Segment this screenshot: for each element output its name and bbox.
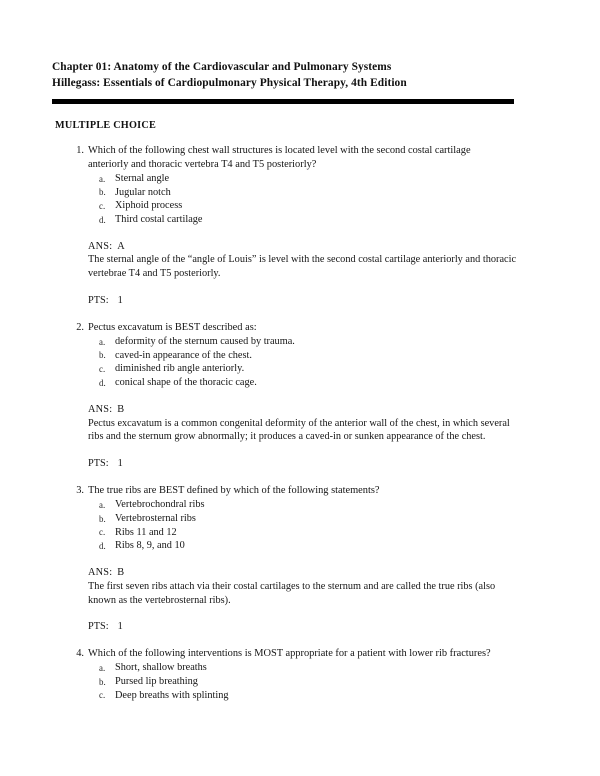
points-line [88, 457, 517, 471]
option-letter: d. [99, 214, 106, 225]
question-text: Which of the following chest wall structures is located level with the second costal cartilage anteriorly and thoracic vertebra T4 and T5 posteriorly? [88, 145, 471, 171]
header-book-title: Hillegass: Essentials of Cardiopulmonary Physical Therapy, 4th Edition [52, 76, 407, 89]
section-heading-multiple-choice: MULTIPLE CHOICE [55, 120, 157, 131]
option-text: Short, shallow breaths [115, 662, 207, 674]
points-label: PTS: [88, 458, 109, 470]
option-letter: d. [99, 377, 106, 388]
option-item[interactable] [99, 172, 530, 186]
question-block [0, 144, 600, 310]
answer-line [88, 403, 517, 417]
answer-label: ANS: [88, 566, 113, 578]
question-stem [76, 484, 512, 498]
option-text: Jugular notch [115, 186, 171, 198]
points-line [88, 294, 517, 308]
option-item[interactable] [99, 539, 530, 553]
block-spacer [0, 308, 600, 310]
option-list [0, 172, 600, 226]
block-spacer [0, 471, 600, 473]
question-stem [76, 144, 512, 172]
answer-block [88, 566, 517, 635]
option-item[interactable] [99, 335, 530, 349]
option-letter: c. [99, 200, 106, 211]
option-letter: b. [99, 513, 106, 524]
block-spacer [0, 634, 600, 636]
option-item[interactable] [99, 498, 530, 512]
option-list [0, 335, 600, 389]
points-line [88, 620, 517, 634]
answer-rationale: The sternal angle of the “angle of Louis” is level with the second costal cartilage anteriorly and thoracic vertebrae T4 and T5 posteriorly. [88, 254, 517, 280]
option-text: diminished rib angle anteriorly. [115, 363, 245, 375]
answer-label: ANS: [88, 403, 113, 415]
option-letter: d. [99, 540, 106, 551]
answer-value: B [117, 403, 125, 415]
option-text: Ribs 11 and 12 [115, 526, 177, 538]
option-text: Sternal angle [115, 173, 170, 185]
option-letter: b. [99, 350, 106, 361]
option-text: Pursed lip breathing [115, 676, 198, 688]
option-text: conical shape of the thoracic cage. [115, 377, 257, 389]
option-letter: a. [99, 663, 106, 674]
header-chapter-title: Chapter 01: Anatomy of the Cardiovascular and Pulmonary Systems [52, 61, 392, 73]
answer-value: B [117, 566, 125, 578]
answer-block [88, 403, 517, 472]
option-letter: a. [99, 499, 106, 510]
question-text: The true ribs are BEST defined by which of the following statements? [88, 485, 380, 497]
option-text: Vertebrochondral ribs [115, 499, 205, 511]
option-letter: b. [99, 676, 106, 687]
answer-line [88, 240, 517, 254]
option-text: Ribs 8, 9, and 10 [115, 540, 185, 552]
answer-rationale: Pectus excavatum is a common congenital deformity of the anterior wall of the chest, in which several ribs and the sternum grow abnormally; it produces a caved-in or sunken appearance of the chest. [88, 417, 510, 443]
question-stem [76, 647, 512, 661]
option-text: caved-in appearance of the chest. [115, 349, 252, 361]
points-value: 1 [117, 621, 123, 633]
option-item[interactable] [99, 376, 530, 390]
points-value: 1 [117, 458, 123, 470]
option-item[interactable] [99, 362, 530, 376]
option-item[interactable] [99, 661, 530, 675]
option-item[interactable] [99, 689, 530, 703]
header-divider-rule [52, 99, 514, 104]
option-item[interactable] [99, 186, 530, 200]
option-text: Deep breaths with splinting [115, 689, 229, 701]
option-text: Xiphoid process [115, 200, 183, 212]
question-block [0, 484, 600, 636]
option-item[interactable] [99, 199, 530, 213]
points-label: PTS: [88, 295, 109, 307]
points-value: 1 [117, 295, 123, 307]
question-number: 1. [76, 145, 84, 156]
option-letter: c. [99, 527, 106, 538]
option-letter: b. [99, 187, 106, 198]
question-block [0, 647, 600, 702]
question-stem [76, 321, 512, 335]
question-number: 3. [76, 485, 84, 497]
option-item[interactable] [99, 349, 530, 363]
option-list [0, 498, 600, 552]
answer-value: A [117, 240, 125, 252]
question-text: Which of the following interventions is MOST appropriate for a patient with lower rib fractures? [88, 648, 491, 660]
option-item[interactable] [99, 213, 530, 227]
answer-block [88, 240, 517, 309]
option-item[interactable] [99, 675, 530, 689]
question-block [0, 321, 600, 473]
option-letter: c. [99, 690, 106, 701]
points-label: PTS: [88, 621, 109, 633]
question-number: 2. [76, 322, 84, 334]
document-header [52, 60, 518, 91]
option-letter: c. [99, 364, 106, 375]
option-text: deformity of the sternum caused by trauma. [115, 336, 295, 348]
option-text: Third costal cartilage [115, 213, 203, 225]
option-list [0, 661, 600, 702]
question-number: 4. [76, 648, 84, 660]
option-letter: a. [99, 336, 106, 347]
option-letter: a. [99, 173, 106, 184]
answer-line [88, 566, 517, 580]
question-list [0, 144, 600, 713]
question-text: Pectus excavatum is BEST described as: [88, 322, 257, 334]
option-item[interactable] [99, 512, 530, 526]
answer-rationale: The first seven ribs attach via their costal cartilages to the sternum and are called the true ribs (also known as the vertebrosternal ribs). [88, 580, 496, 606]
option-text: Vertebrosternal ribs [115, 512, 196, 524]
answer-label: ANS: [88, 240, 113, 252]
option-item[interactable] [99, 526, 530, 540]
